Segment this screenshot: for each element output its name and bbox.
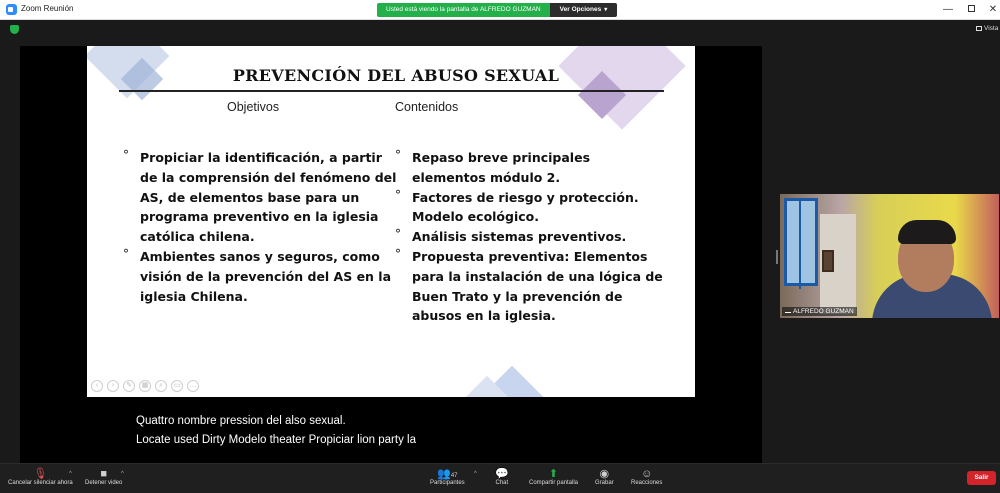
stop-video-button[interactable] xyxy=(85,468,122,486)
previous-slide-icon[interactable]: ‹ xyxy=(91,380,103,392)
minimize-button[interactable]: — xyxy=(943,4,953,15)
slideshow-controls xyxy=(91,380,199,392)
view-label: Vista xyxy=(984,25,999,32)
audio-options-chevron-icon[interactable]: ^ xyxy=(69,471,72,477)
participants-button[interactable] xyxy=(430,468,465,486)
closed-captions xyxy=(136,412,416,450)
stop-video-label: Detener video xyxy=(85,480,123,486)
objective-item: ° Ambientes sanos y seguros, como visión de la prevención del AS en la iglesia Chilena. xyxy=(123,247,398,306)
participant-name-tag xyxy=(782,307,857,316)
content-item: ° Repaso breve principales elementos módulo 2. xyxy=(395,148,665,188)
content-item: ° Factores de riesgo y protección. Modelo ecológico. xyxy=(395,188,665,228)
contents-heading: Contenidos xyxy=(395,100,459,114)
video-wall-picture xyxy=(822,250,834,272)
screen-share-banner xyxy=(377,3,617,17)
unmute-label: Cancelar silenciar ahora xyxy=(8,480,73,486)
chevron-down-icon: ▾ xyxy=(604,7,608,13)
share-screen-label: Compartir pantalla xyxy=(529,480,579,486)
decorative-diamond xyxy=(558,46,685,130)
subtitles-icon[interactable]: ▭ xyxy=(171,380,183,392)
participant-name: ALFREDO GUZMAN xyxy=(793,308,854,315)
reactions-label: Reacciones xyxy=(631,480,663,486)
video-window xyxy=(784,198,818,286)
presentation-slide xyxy=(87,46,695,397)
slide-title: PREVENCIÓN DEL ABUSO SEXUAL xyxy=(232,66,560,85)
content-item: ° Análisis sistemas preventivos. xyxy=(395,227,665,247)
content-item: ° Propuesta preventiva: Elementos para la instalación de una lógica de Buen Trato y la prevención de abusos en la iglesia. xyxy=(395,247,665,326)
share-screen-button[interactable] xyxy=(529,468,578,486)
muted-microphone-icon: 🎙 xyxy=(33,468,48,480)
reactions-button[interactable] xyxy=(631,468,662,486)
grid-view-icon xyxy=(976,26,982,31)
meeting-toolbar xyxy=(0,463,1000,493)
participant-video[interactable] xyxy=(780,194,999,318)
chat-button[interactable] xyxy=(495,468,509,486)
chat-label: Chat xyxy=(495,480,509,486)
video-camera-icon: ■ xyxy=(100,468,107,480)
close-button[interactable]: ✕ xyxy=(988,4,998,15)
contents-list xyxy=(395,148,665,326)
participants-chevron-icon[interactable]: ^ xyxy=(474,471,477,477)
title-divider xyxy=(119,90,664,92)
reactions-icon: ☺ xyxy=(641,468,653,480)
window-title: Zoom Reunión xyxy=(21,4,74,13)
participant-hair xyxy=(898,220,956,244)
pen-icon[interactable]: ✎ xyxy=(123,380,135,392)
caption-line: Locate used Dirty Modelo theater Propiciar lion party la xyxy=(136,434,416,446)
participants-icon: 👥47 xyxy=(437,468,458,480)
objectives-heading: Objetivos xyxy=(227,100,280,114)
objectives-list xyxy=(123,148,398,306)
record-label: Grabar xyxy=(595,480,614,486)
maximize-button[interactable] xyxy=(963,3,979,17)
share-screen-icon: ⬆ xyxy=(548,468,559,480)
title-bar xyxy=(0,0,1000,20)
video-options-chevron-icon[interactable]: ^ xyxy=(121,471,124,477)
record-button[interactable] xyxy=(595,468,614,486)
share-status-text: Usted está viendo la pantalla de ALFREDO GUZMAN xyxy=(377,3,550,17)
security-shield-icon[interactable] xyxy=(10,25,19,34)
signal-icon xyxy=(785,308,791,313)
objective-item: ° Propiciar la identificación, a partir de la comprensión del fenómeno del AS, de elementos base para un programa preventivo en la iglesia católica chilena. xyxy=(123,148,398,247)
zoom-logo-icon xyxy=(6,4,17,15)
participants-label: Participantes xyxy=(430,480,465,486)
panel-resize-handle[interactable] xyxy=(776,250,778,264)
view-options-label: Ver Opciones xyxy=(559,6,602,13)
view-button[interactable] xyxy=(976,25,998,32)
caption-line: Quattro nombre pression del also sexual. xyxy=(136,415,346,427)
chat-icon: 💬 xyxy=(495,468,509,480)
maximize-icon xyxy=(968,5,975,12)
view-options-button[interactable] xyxy=(550,3,618,17)
slides-grid-icon[interactable]: ▦ xyxy=(139,380,151,392)
more-options-icon[interactable]: … xyxy=(187,380,199,392)
unmute-button[interactable] xyxy=(8,468,73,486)
record-icon: ◉ xyxy=(599,468,610,480)
leave-meeting-button[interactable]: Salir xyxy=(967,471,996,485)
zoom-icon[interactable]: ⌕ xyxy=(155,380,167,392)
next-slide-icon[interactable]: › xyxy=(107,380,119,392)
participants-count: 47 xyxy=(450,473,458,479)
